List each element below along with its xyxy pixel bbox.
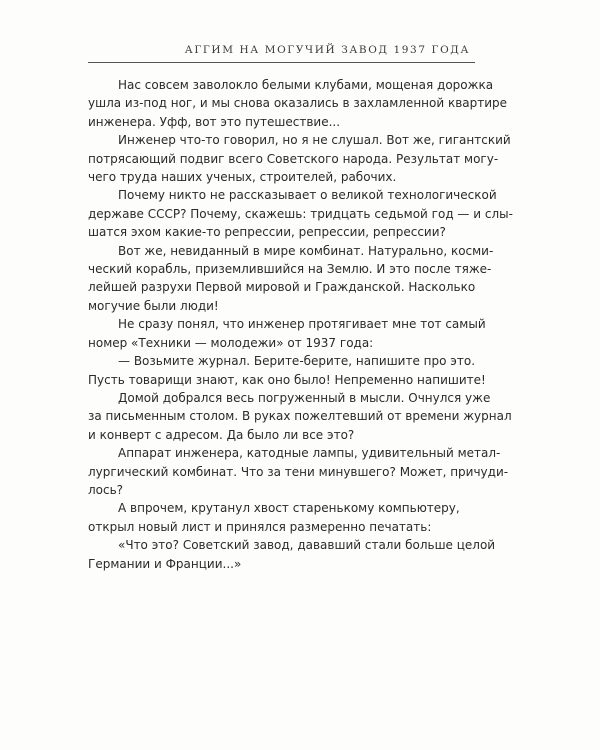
text-line: инженера. Уфф, вот это путешествие... — [88, 114, 341, 129]
text-line: и конверт с адресом. Да было ли все это? — [88, 427, 355, 442]
paragraph — [88, 186, 513, 241]
text-line: Пусть товарищи знают, как оно было! Непременно напишите! — [88, 372, 486, 387]
header-rule — [88, 62, 475, 63]
text-line: Вот же, невиданный в мире комбинат. Натурально, косми- — [118, 243, 494, 258]
paragraph — [88, 444, 509, 499]
text-line: Почему никто не рассказывает о великой технологической — [118, 188, 497, 203]
body-text — [88, 76, 513, 573]
text-line: шатся эхом какие-то репрессии, репрессии, репрессии? — [88, 225, 446, 240]
text-line: Не сразу понял, что инженер протягивает мне тот самый — [118, 317, 486, 332]
text-line: лось? — [88, 482, 124, 497]
text-line: державе СССР? Почему, скажешь: тридцать седьмой год — и слы- — [88, 206, 513, 221]
text-line: лургический комбинат. Что за тени минувшего? Может, причуди- — [88, 464, 509, 479]
text-line: номер «Техники — молодежи» от 1937 года: — [88, 335, 374, 350]
text-line: А впрочем, крутанул хвост старенькому компьютеру, — [118, 501, 460, 516]
paragraph — [88, 76, 508, 131]
paragraph — [88, 499, 475, 536]
paragraph — [88, 352, 486, 389]
paragraph — [88, 536, 496, 573]
text-line: ушла из-под ног, и мы снова оказались в захламленной квартире — [88, 96, 508, 111]
text-line: потрясающий подвиг всего Советского народа. Результат могу- — [88, 151, 499, 166]
text-line: «Что это? Советский завод, дававший стали больше целой — [118, 538, 496, 553]
running-head: АГГИМ НА МОГУЧИЙ ЗАВОД 1937 ГОДА — [184, 44, 470, 56]
text-line: Домой добрался весь погруженный в мысли. Очнулся уже — [118, 390, 491, 405]
paragraph — [88, 242, 494, 316]
text-line: чего труда наших ученых, строителей, рабочих. — [88, 170, 397, 185]
text-line: Германии и Франции...» — [88, 556, 242, 571]
text-line: — Возьмите журнал. Берите-берите, напишите про это. — [118, 354, 476, 369]
paragraph — [88, 131, 511, 186]
text-line: Аппарат инженера, катодные лампы, удивительный метал- — [118, 446, 501, 461]
text-line: за письменным столом. В руках пожелтевший от времени журнал — [88, 409, 512, 424]
text-line: лейшей разрухи Первой мировой и Гражданской. Насколько — [88, 280, 476, 295]
text-line: могучие были люди! — [88, 298, 219, 313]
text-line: открыл новый лист и принялся размеренно печатать: — [88, 519, 432, 534]
text-line: Нас совсем заволокло белыми клубами, мощеная дорожка — [118, 78, 494, 92]
text-line: Инженер что-то говорил, но я не слушал. Вот же, гигантский — [118, 133, 511, 148]
paragraph — [88, 315, 486, 352]
text-line: ческий корабль, приземлившийся на Землю. И это после тяже- — [88, 262, 492, 277]
paragraph — [88, 389, 512, 444]
